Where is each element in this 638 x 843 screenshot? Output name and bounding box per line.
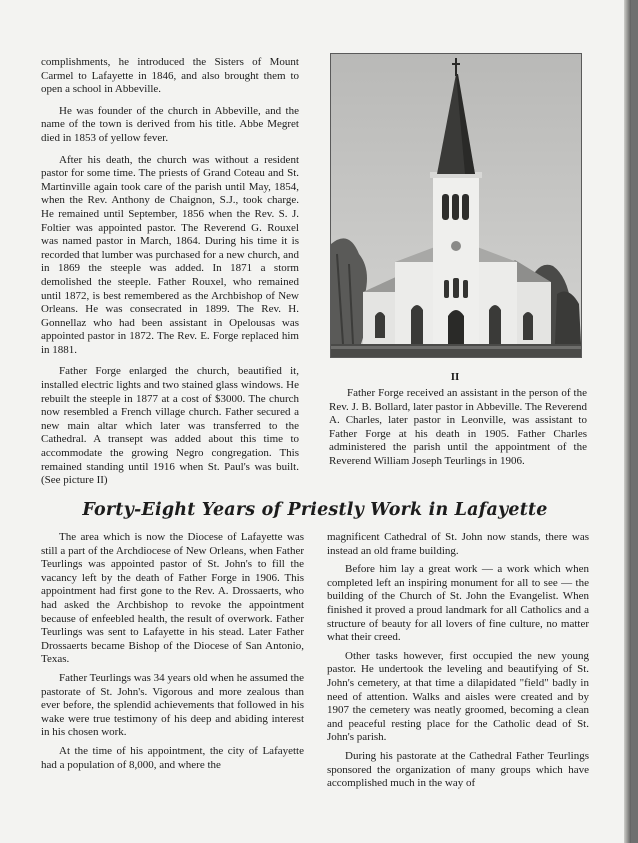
right-column-bottom xyxy=(327,531,589,796)
church-illustration xyxy=(331,54,581,357)
paragraph: During his pastorate at the Cathedral Father Teurlings sponsored the organization of many groups which have accomplished much in the way of xyxy=(327,749,589,790)
paragraph: Other tasks however, first occupied the new young pastor. He undertook the leveling and beautifying of St. John's cemetery, at that time a dilapidated "field" badly in need of attention. Walks and aisles were created and by 1907 the cemetery was neatly groomed, becoming a clean and peaceful resting place for the Catholic dead of St. John's parish. xyxy=(327,649,589,744)
paragraph: complishments, he introduced the Sisters of Mount Carmel to Lafayette in 1846, and also brought them to open a school in Abbeville. xyxy=(41,56,299,96)
paragraph: He was founder of the church in Abbeville, and the name of the town is derived from his title. Abbe Megret died in 1853 of yellow fever. xyxy=(41,104,299,144)
section-heading: Forty-Eight Years of Priestly Work in Lafayette xyxy=(82,500,548,520)
left-column-top xyxy=(41,56,299,496)
church-photograph xyxy=(330,53,582,358)
paragraph: At the time of his appointment, the city of Lafayette had a population of 8,000, and where the xyxy=(41,744,304,771)
paragraph: Father Forge enlarged the church, beautified it, installed electric lights and two stained glass windows. He rebuilt the steeple in 1877 at a cost of $3000. The church now resembled a French village church. Father secured a new main altar which later was transferred to the Cathedral. A transept was added about this time to accommodate the growing Negro congregation. This remained standing until 1916 when St. Paul's was built. (See picture II) xyxy=(41,365,299,487)
left-column-bottom xyxy=(41,531,304,777)
right-column-top xyxy=(329,387,587,477)
paragraph: After his death, the church was without a resident pastor for some time. The priests of Grand Coteau and St. Martinville again took care of the parish until May, 1854, when the Rev. Anthony de Chaignon, S.J., took charge. He remained until September, 1856 when the Rev. S. J. Foltier was appointed pastor. The Reverend G. Rouxel was named pastor in March, 1864. During his time it is recorded that lumber was purchased for a new church, and in 1869 the steeple was added. In 1871 a storm demolished the steeple. Father Rouxel, who remained until 1872, is best remembered as the Archbishop of New Orleans. He was consecrated in 1899. The Rev. H. Gonnellaz who had been assistant in Opelousas was appointed pastor in 1872. The Rev. E. Forge replaced him in 1881. xyxy=(41,153,299,356)
paragraph: Father Forge received an assistant in the person of the Rev. J. B. Bollard, later pastor in Abbeville. The Reverend A. Charles, later pastor in Leonville, was assistant to Father Forge at his death in 1905. Father Charles administered the parish until the appointment of the Reverend William Joseph Teurlings in 1906. xyxy=(329,387,587,467)
picture-label: II xyxy=(450,371,460,383)
paragraph: magnificent Cathedral of St. John now stands, there was instead an old frame building. xyxy=(327,531,589,557)
page-edge xyxy=(624,0,631,843)
paragraph: The area which is now the Diocese of Lafayette was still a part of the Archdiocese of New Orleans, when Father Teurlings was appointed pastor of St. John's to fill the vacancy left by the death of Father Forge in 1906. This appointment had first gone to the Rev. A. Drossaerts, who had asked the Archbishop to revoke the appointment because of enfeebled health, the result of overwork. Father Teurlings was sent to Lafayette in his stead. Later Father Drossaerts became Bishop of the Diocese of San Antonio, Texas. xyxy=(41,531,304,666)
paragraph: Before him lay a great work — a work which when completed left an inspiring monument for all to see — the building of the Church of St. John the Evangelist. When finished it proved a proud landmark for all Catholics and a structure of beauty for all lovers of fine culture, no matter what their creed. xyxy=(327,563,589,644)
paragraph: Father Teurlings was 34 years old when he assumed the pastorate of St. John's. Vigorous and more zealous than ever before, the splendid achievements that followed in his wake were true testimony of his deep and abiding interest in his chosen work. xyxy=(41,671,304,739)
